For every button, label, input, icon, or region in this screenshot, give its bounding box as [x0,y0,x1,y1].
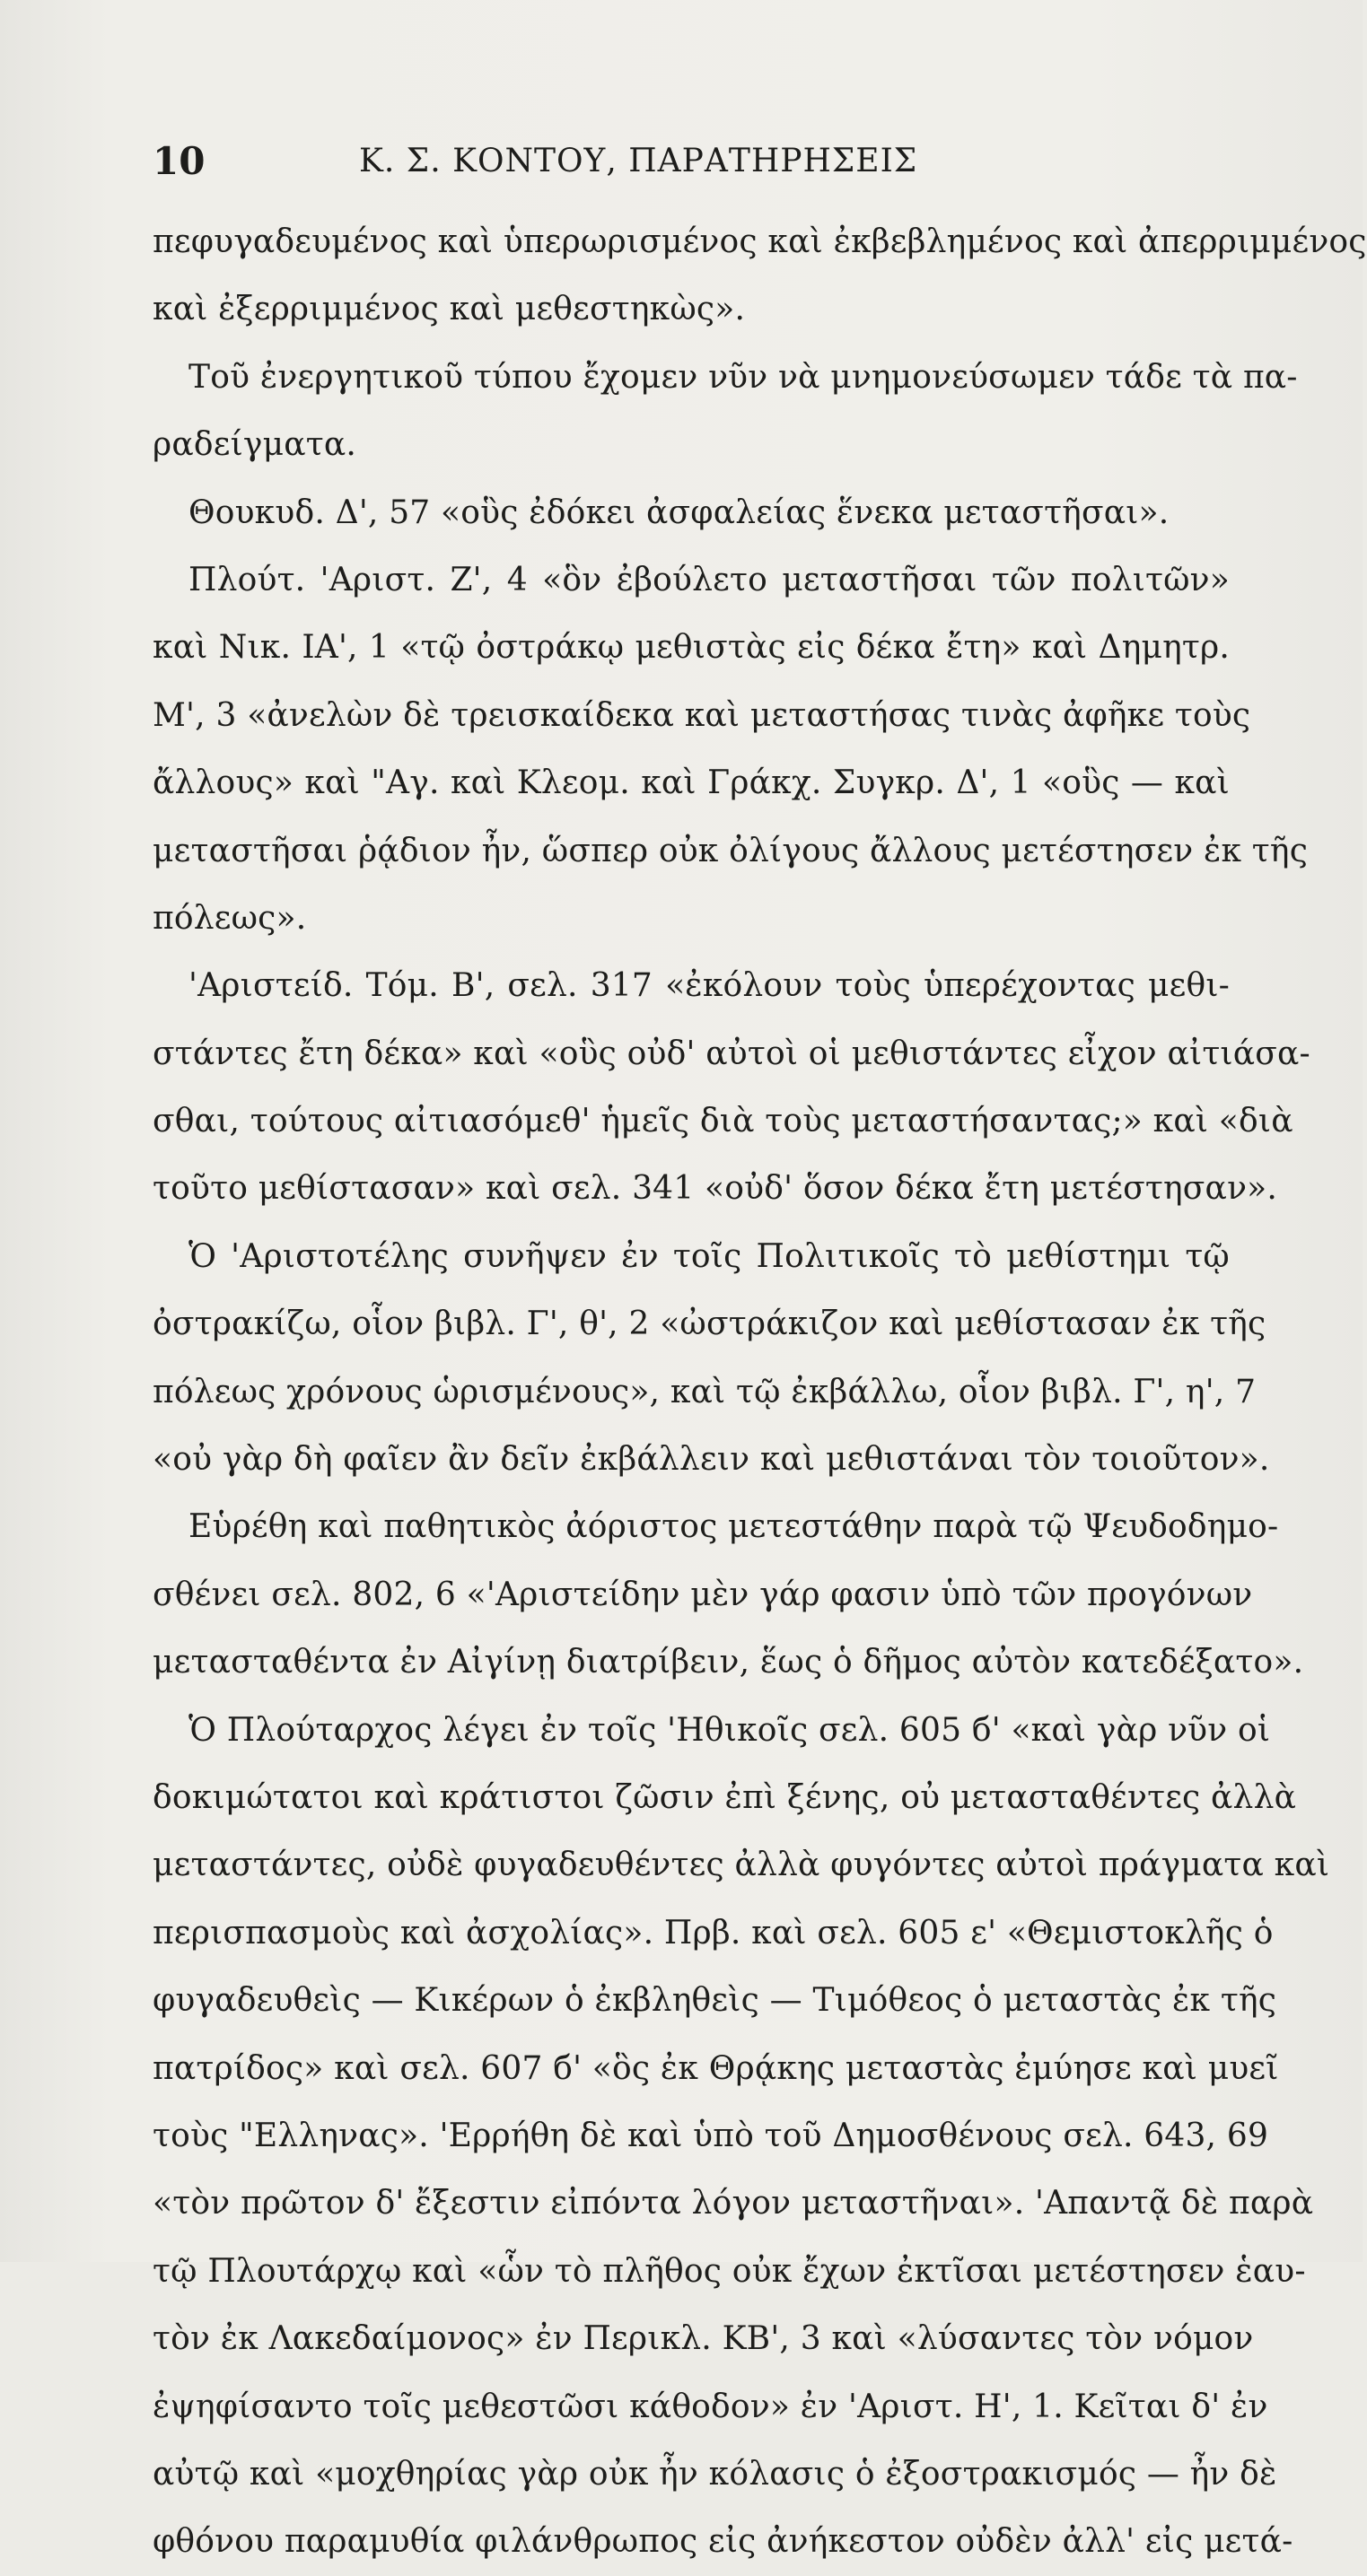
page-header [153,135,1212,188]
text-line: μεταστάντες, οὐδὲ φυγαδευθέντες ἀλλὰ φυγόντες αὐτοὶ πράγματα καὶ [153,1847,1330,1884]
text-line: μεταστῆσαι ῥᾴδιον ἦν, ὥσπερ οὐκ ὀλίγους ἄλλους μετέστησεν ἐκ τῆς [153,832,1309,869]
text-line: στάντες ἔτη δέκα» καὶ «οὓς οὐδ' αὐτοὶ οἱ μεθιστάντες εἶχον αἰτιάσα- [153,1035,1310,1072]
text-line: «τὸν πρῶτον δ' ἔξεστιν εἰπόντα λόγον μεταστῆναι». 'Απαντᾷ δὲ παρὰ [153,2185,1314,2222]
text-line: Ὁ 'Αριστοτέλης συνῆψεν ἐν τοῖς Πολιτικοῖς τὸ μεθίστημι τῷ [188,1237,1230,1275]
text-line: 'Αριστείδ. Τόμ. Β', σελ. 317 «ἐκόλουν τοὺς ὑπερέχοντας μεθι- [188,967,1230,1005]
text-line: ἐψηφίσαντο τοῖς μεθεστῶσι κάθοδον» ἐν 'Αριστ. Η', 1. Κεῖται δ' ἐν [153,2388,1268,2425]
text-line: πόλεως χρόνους ὡρισμένους», καὶ τῷ ἐκβάλλω, οἷον βιβλ. Γ', η', 7 [153,1373,1257,1410]
text-line: Τοῦ ἐνεργητικοῦ τύπου ἔχομεν νῦν νὰ μνημονεύσωμεν τάδε τὰ πα- [188,358,1298,396]
text-line: ραδείγματα. [153,426,357,464]
text-line: τὸν ἐκ Λακεδαίμονος» ἐν Περικλ. ΚΒ', 3 καὶ «λύσαντες τὸν νόμον [153,2320,1254,2358]
page-number: 10 [153,139,206,183]
text-line: φθόνου παραμυθία φιλάνθρωπος εἰς ἀνήκεστον οὐδὲν ἀλλ' εἰς μετά- [153,2523,1293,2561]
text-line: Μ', 3 «ἀνελὼν δὲ τρεισκαίδεκα καὶ μεταστήσας τινὰς ἀφῆκε τοὺς [153,696,1251,734]
text-line: τοὺς "Ελληνας». 'Ερρήθη δὲ καὶ ὑπὸ τοῦ Δημοσθένους σελ. 643, 69 [153,2117,1269,2154]
text-line: αὐτῷ καὶ «μοχθηρίας γὰρ οὐκ ἦν κόλασις ὁ ἐξοστρακισμός — ἦν δὲ [153,2455,1277,2493]
text-line: «οὐ γὰρ δὴ φαῖεν ἂν δεῖν ἐκβάλλειν καὶ μεθιστάναι τὸν τοιοῦτον». [153,1441,1270,1479]
text-line: πόλεως». [153,899,307,937]
text-line: πεφυγαδευμένος καὶ ὑπερωρισμένος καὶ ἐκβεβλημένος καὶ ἀπερριμμένος [153,223,1367,260]
text-line: τῷ Πλουτάρχῳ καὶ «ὧν τὸ πλῆθος οὐκ ἔχων ἐκτῖσαι μετέστησεν ἑαυ- [153,2252,1306,2290]
text-line: καὶ ἐξερριμμένος καὶ μεθεστηκὼς». [153,291,746,328]
text-line: πατρίδος» καὶ σελ. 607 б' «ὃς ἐκ Θρᾴκης μεταστὰς ἐμύησε καὶ μυεῖ [153,2049,1279,2087]
text-line: Πλούτ. 'Αριστ. Ζ', 4 «ὃν ἐβούλετο μεταστῆσαι τῶν πολιτῶν» [188,561,1230,598]
text-line: ὀστρακίζω, οἷον βιβλ. Γ', θ', 2 «ὠστράκιζον καὶ μεθίστασαν ἐκ τῆς [153,1305,1266,1343]
text-line: Εὑρέθη καὶ παθητικὸς ἀόριστος μετεστάθην παρὰ τῷ Ψευδοδημο- [188,1508,1279,1546]
text-line: δοκιμώτατοι καὶ κράτιστοι ζῶσιν ἐπὶ ξένης, οὐ μετασταθέντες ἀλλὰ [153,1778,1297,1816]
text-line: μετασταθέντα ἐν Αἰγίνῃ διατρίβειν, ἕως ὁ δῆμος αὐτὸν κατεδέξατο». [153,1644,1304,1681]
body-text [153,208,1367,2576]
running-head: Κ. Σ. ΚΟΝΤΟΥ, ΠΑΡΑΤΗΡΗΣΕΙΣ [359,143,918,179]
text-line: σθένει σελ. 802, 6 «'Αριστείδην μὲν γάρ φασιν ὑπὸ τῶν προγόνων [153,1576,1253,1613]
text-line: τοῦτο μεθίστασαν» καὶ σελ. 341 «οὐδ' ὅσον δέκα ἔτη μετέστησαν». [153,1170,1278,1208]
text-line: φυγαδευθεὶς — Κικέρων ὁ ἐκβληθεὶς — Τιμόθεος ὁ μεταστὰς ἐκ τῆς [153,1982,1277,2020]
text-line: σθαι, τούτους αἰτιασόμεθ' ἡμεῖς διὰ τοὺς μεταστήσαντας;» καὶ «διὰ [153,1103,1293,1140]
text-line: ἄλλους» καὶ "Αγ. καὶ Κλεομ. καὶ Γράκχ. Συγκρ. Δ', 1 «οὓς — καὶ [153,764,1230,802]
text-line: Θουκυδ. Δ', 57 «οὓς ἐδόκει ἀσφαλείας ἕνεκα μεταστῆσαι». [188,493,1170,531]
text-line: περισπασμοὺς καὶ ἀσχολίας». Πρβ. καὶ σελ. 605 ε' «Θεμιστοκλῆς ὁ [153,1914,1274,1952]
text-line: Ὁ Πλούταρχος λέγει ἐν τοῖς 'Ηθικοῖς σελ. 605 б' «καὶ γὰρ νῦν οἱ [188,1711,1271,1749]
text-line: καὶ Νικ. ΙΑ', 1 «τῷ ὀστράκῳ μεθιστὰς εἰς δέκα ἔτη» καὶ Δημητρ. [153,629,1230,667]
